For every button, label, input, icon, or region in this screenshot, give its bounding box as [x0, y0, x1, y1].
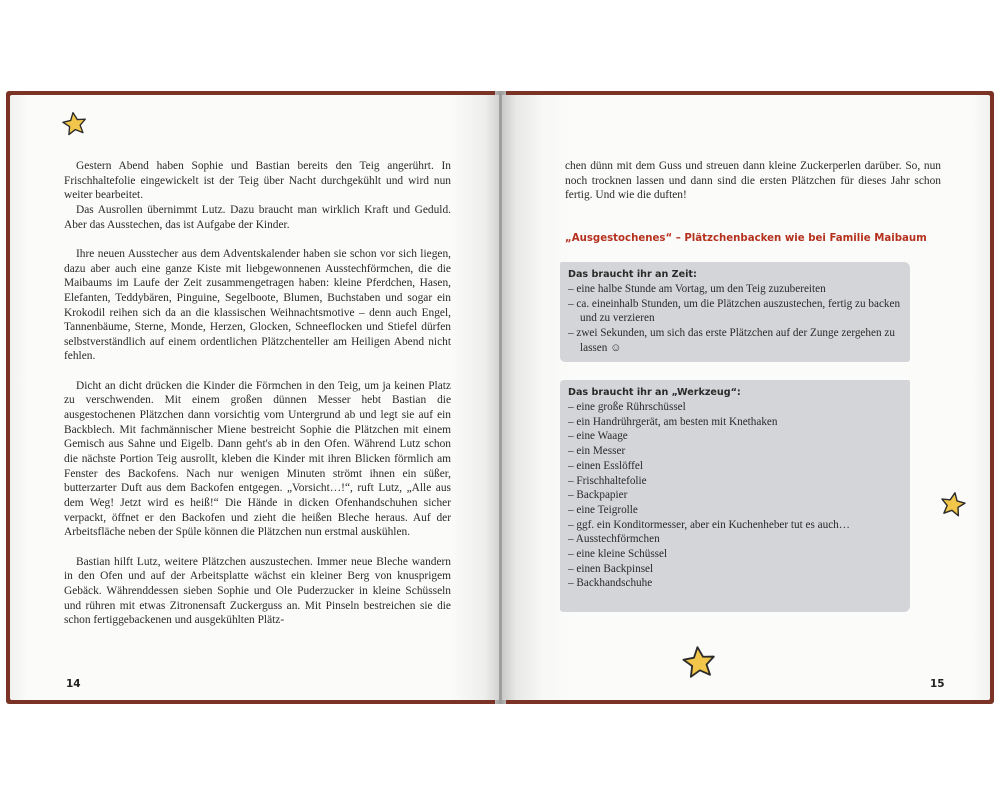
list-item: – Backpapier [568, 488, 902, 503]
list-item: – einen Backpinsel [568, 562, 902, 577]
star-icon [680, 643, 717, 680]
tools-list [568, 400, 902, 591]
tools-box-heading: Das braucht ihr an „Werkzeug“: [568, 387, 741, 398]
list-item: – zwei Sekunden, um sich das erste Plätzchen auf der Zunge zergehen zu lassen ☺ [568, 326, 902, 355]
book-spread [6, 91, 994, 704]
list-item: – Backhandschuhe [568, 576, 902, 591]
list-item: – ein Handrührgerät, am besten mit Knethaken [568, 415, 902, 430]
right-page [502, 95, 990, 700]
list-item: – eine große Rührschüssel [568, 400, 902, 415]
paragraph: Das Ausrollen übernimmt Lutz. Dazu braucht man wirklich Kraft und Geduld. Aber das Ausstechen, das ist Aufgabe der Kinder. [64, 203, 451, 231]
list-item: – ein Messer [568, 444, 902, 459]
list-item: – ggf. ein Konditormesser, aber ein Kuchenheber tut es auch… [568, 518, 902, 533]
paragraph: Bastian hilft Lutz, weitere Plätzchen auszustechen. Immer neue Bleche wandern in den Ofen und auf der Arbeitsplatte wächst ein kleiner Berg von knusprigem Gebäck. Währenddessen sieben Sophie und Ole Puderzucker in kleine Schüsseln und rühren mit etwas Zitronensaft Zuckerguss an. Mit Pinseln bestreichen sie die schon fertiggebackenen und ausgekühlten Plätz- [64, 555, 451, 627]
list-item: – einen Esslöffel [568, 459, 902, 474]
time-list [568, 282, 902, 356]
paragraph: chen dünn mit dem Guss und streuen dann kleine Zuckerperlen darüber. So, nun noch trocknen lassen und dann sind die ersten Plätzchen für dieses Jahr schon fertig. Und wie die duften! [565, 160, 941, 202]
list-item: – Ausstechförmchen [568, 532, 902, 547]
list-item: – eine kleine Schüssel [568, 547, 902, 562]
star-icon [938, 489, 968, 519]
list-item: – eine Waage [568, 429, 902, 444]
list-item: – Frischhaltefolie [568, 474, 902, 489]
continuation-text [565, 159, 941, 203]
paragraph: Ihre neuen Ausstecher aus dem Adventskalender haben sie schon vor sich liegen, dazu aber auch eine ganze Kiste mit liebgewonnenen Ausstechförmchen, die die Maibaums im Laufe der Zeit zusammengetragen haben: kleine Pferdchen, Hasen, Elefanten, Teddybären, Pinguine, Segelboote, Blumen, Buchstaben und sogar ein Krokodil reihen sich da an die klassischen Weihnachtsmotive – denn auch Engel, Tannenbäume, Sterne, Monde, Herzen, Glocken, Schneeflocken und Stiefel dürfen selbstverständlich auf einem ordentlichen Plätzchenteller am Heiligen Abend nicht fehlen. [64, 247, 451, 363]
left-page [10, 95, 499, 700]
page-number: 14 [66, 678, 81, 690]
left-page-text [64, 159, 451, 628]
list-item: – ca. eineinhalb Stunden, um die Plätzchen auszustechen, fertig zu backen und zu verzieren [568, 297, 902, 326]
time-box-heading: Das braucht ihr an Zeit: [568, 269, 697, 280]
star-icon [60, 109, 88, 137]
page-number: 15 [930, 678, 945, 690]
paragraph: Dicht an dicht drücken die Kinder die Förmchen in den Teig, um ja keinen Platz zu verschwenden. Mit einem großen dünnen Messer hebt Bastian die ausgestochenen Plätzchen dann vorsichtig vom Untergrund ab und legt sie auf ein Backblech. Mit fachmännischer Miene bestreicht Sophie die Plätzchen mit einem Gemisch aus Sahne und Eigelb. Dann geht's ab in den Ofen. Während Lutz schon die nächste Portion Teig ausrollt, kleben die Kinder mit ihren Blicken förmlich am Fenster des Backofens. Nach nur wenigen Minuten strömt ihnen ein süßer, butterzarter Duft aus dem Backofen entgegen. „Vorsicht…!“, ruft Lutz, „Alle aus dem Weg! Jetzt wird es heiß!“ Die Hände in dicken Ofenhandschuhen sicher verpackt, öffnet er den Backofen und zieht die heißen Bleche heraus. Auf der Arbeitsfläche neben der Spüle können die Plätzchen nun erstmal auskühlen. [64, 379, 451, 539]
tools-box [560, 380, 910, 612]
paragraph: Gestern Abend haben Sophie und Bastian bereits den Teig angerührt. In Frischhaltefolie eingewickelt ist der Teig über Nacht durchgekühlt und wird nun weiter bearbeitet. [64, 160, 451, 202]
list-item: – eine Teigrolle [568, 503, 902, 518]
time-box [560, 262, 910, 362]
section-title: „Ausgestochenes“ – Plätzchenbacken wie bei Familie Maibaum [565, 233, 927, 244]
list-item: – eine halbe Stunde am Vortag, um den Teig zuzubereiten [568, 282, 902, 297]
